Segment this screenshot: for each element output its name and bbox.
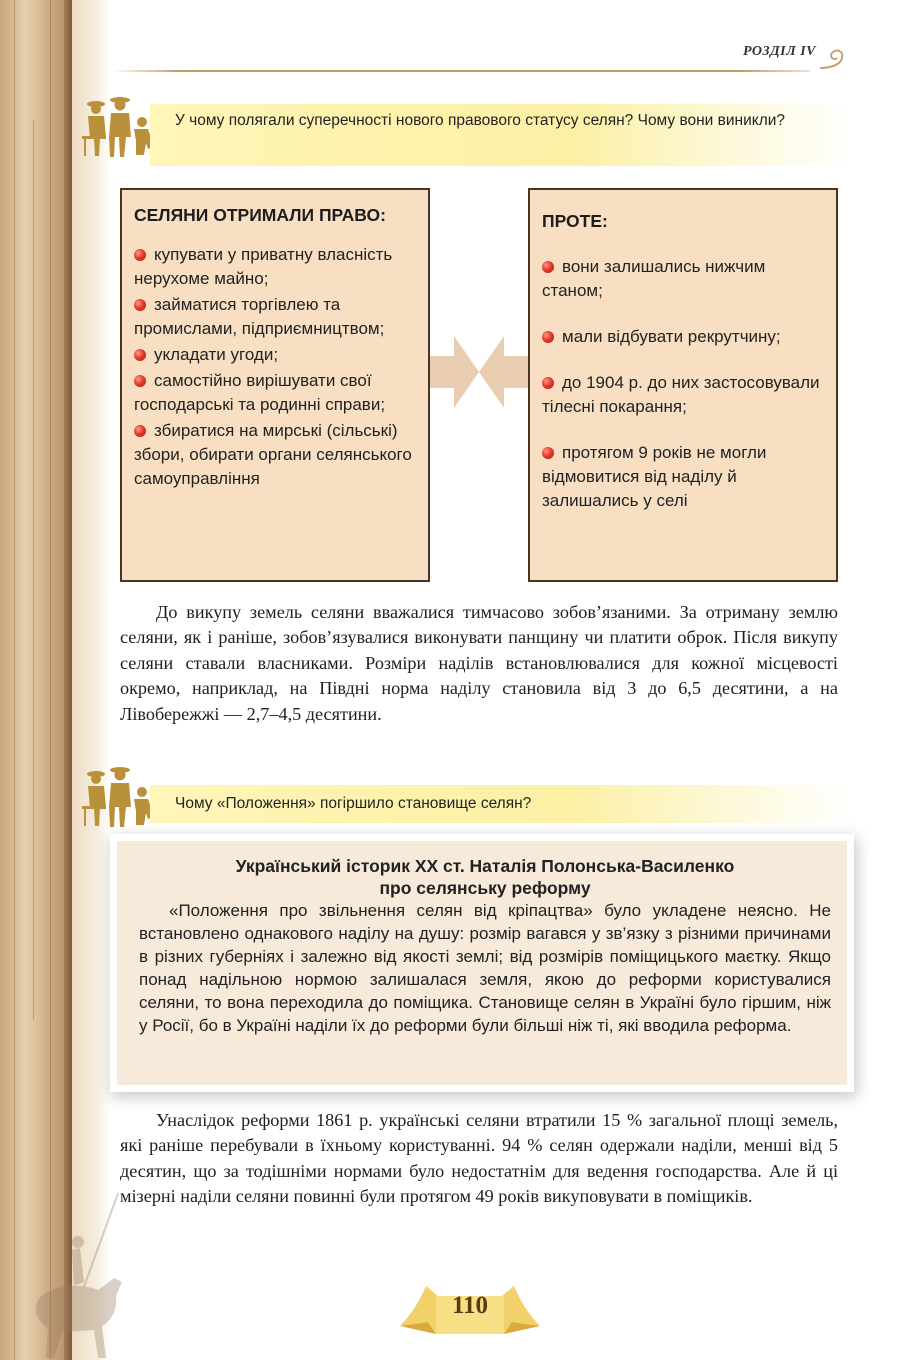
rights-box (120, 188, 430, 582)
question-text: У чому полягали суперечності нового правового статусу селян? Чому вони виникли? (175, 112, 786, 129)
list-item: вони залишались нижчим станом; (542, 257, 766, 300)
bullet-icon (134, 299, 146, 311)
list-item: купувати у приватну власність нерухоме майно; (134, 245, 393, 288)
bullet-icon (542, 331, 554, 343)
limitations-box-title: ПРОТЕ: (542, 211, 608, 231)
body-paragraph: Унаслідок реформи 1861 р. українські селяни втратили 15 % загальної площі земель, які раніше перебували в їхньому користуванні. 94 % селян одержали наділи, менші від 5 десятин, що за тодішніми нормами було недостатнім для ведення господарства. Але й ці мізерні наділи селяни повинні були протягом 49 років викуповувати в поміщиків. (120, 1110, 838, 1207)
limitations-box (528, 188, 838, 582)
source-title: Український історик XX ст. Наталія Полонська-Василенко про селянську реформу (235, 856, 735, 898)
question-text: Чому «Положення» погіршило становище селян? (175, 795, 532, 812)
list-item: збиратися на мирські (сільські) збори, обирати органи селянського самоуправління (134, 421, 412, 488)
paper-edge (72, 0, 110, 1360)
swirl-icon (818, 46, 848, 72)
bullet-icon (134, 349, 146, 361)
list-item: до 1904 р. до них застосовували тілесні покарання; (542, 373, 820, 416)
page-number-badge (392, 1280, 548, 1340)
source-text: «Положення про звільнення селян від кріпацтва» було укладене неясно. Не встановлено однакового наділу на душу: розмір вагався у зв’язку з різними причинами в різних губерніях і залежно від якості землі; від розмірів поміщицького маєтку. Якщо понад надільною нормою залишалася земля, якою до реформи користувалися селяни, то вона переходила до поміщика. Становище селян в Україні було гіршим, ніж у Росії, бо в Україні наділи їх до реформи були більші ніж ті, які вводила реформа. (139, 901, 831, 1035)
bullet-icon (134, 375, 146, 387)
bullet-icon (542, 377, 554, 389)
section-title: РОЗДІЛ IV (742, 44, 816, 59)
peasants-icon (78, 92, 160, 160)
list-item: протягом 9 років не могли відмовитися від наділу й залишались у селі (542, 443, 767, 510)
source-quote-box (117, 841, 847, 1085)
wood-border (0, 0, 72, 1360)
bullet-icon (134, 425, 146, 437)
page-number: 110 (451, 1292, 489, 1319)
peasants-icon (78, 762, 160, 830)
list-item: укладати угоди; (134, 343, 416, 367)
bullet-icon (542, 261, 554, 273)
header-rule (110, 70, 810, 72)
rider-icon (18, 1190, 138, 1360)
question-box (150, 104, 850, 166)
rights-box-title: СЕЛЯНИ ОТРИМАЛИ ПРАВО: (134, 205, 386, 225)
list-item: займатися торгівлею та промислами, підприємництвом; (134, 295, 385, 338)
list-item: самостійно вирішувати свої господарські та родинні справи; (134, 371, 386, 414)
bullet-icon (134, 249, 146, 261)
list-item: мали відбувати рекрутчину; (542, 325, 824, 349)
arrows-icon (430, 336, 528, 408)
body-paragraph: До викупу земель селяни вважалися тимчасово зобов’язаними. За отриману землю селяни, як і раніше, зобов’язувалися виконувати панщину чи платити оброк. Після викупу селяни ставали власниками. Розміри наділів встановлювалися для кожної місцевості окремо, наприклад, на Півдні норма наділу становила від 3 до 6,5 десятини, а на Лівобережжі — 2,7–4,5 десятини. (120, 602, 838, 724)
bullet-icon (542, 447, 554, 459)
question-box (150, 785, 850, 823)
